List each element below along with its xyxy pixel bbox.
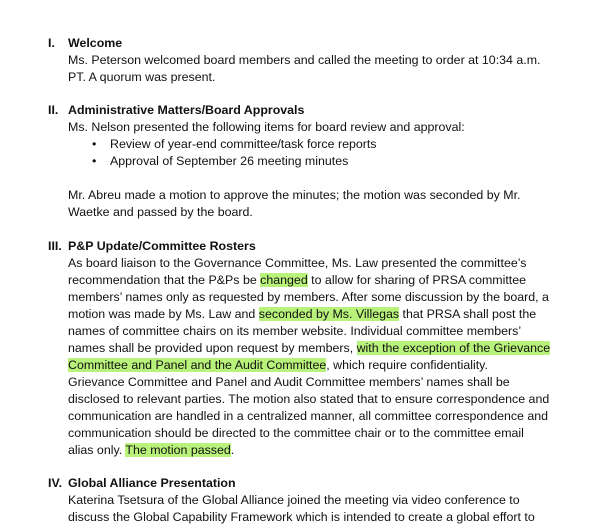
section-numeral: III.	[48, 239, 62, 253]
text-run: names of committee chairs on its member website. Individual committee members’	[68, 324, 522, 338]
text-run: motion was made by Ms. Law and	[68, 307, 259, 321]
paragraph-line	[68, 307, 536, 321]
paragraph-line: PT. A quorum was present.	[68, 70, 216, 84]
text-run: names shall be provided upon request by members,	[68, 341, 357, 355]
paragraph-line: Ms. Peterson welcomed board members and called the meeting to order at 10:34 a.m.	[68, 53, 541, 67]
section-heading: Welcome	[68, 36, 123, 50]
paragraph-line	[68, 375, 510, 389]
text-run: , which require confidentiality.	[326, 358, 488, 372]
text-run: As board liaison to the Governance Committee, Ms. Law presented the committee’s	[68, 256, 527, 270]
text-run: communication should be directed to the committee chair or to the committee email	[68, 426, 524, 440]
paragraph-line	[68, 443, 234, 457]
paragraph-line: Waetke and passed by the board.	[68, 205, 253, 219]
paragraph-line	[68, 273, 526, 287]
paragraph-line: Mr. Abreu made a motion to approve the minutes; the motion was seconded by Mr.	[68, 188, 521, 202]
text-run: recommendation that the P&Ps be	[68, 273, 261, 287]
text-run: alias only.	[68, 443, 126, 457]
text-run: to allow for sharing of PRSA committee	[307, 273, 527, 287]
list-item: Review of year-end committee/task force reports	[110, 137, 377, 151]
paragraph-line	[68, 256, 526, 270]
paragraph-line	[68, 409, 548, 423]
paragraph-line: Katerina Tsetsura of the Global Alliance joined the meeting via video conference to	[68, 493, 520, 507]
paragraph-line	[68, 324, 521, 338]
text-run: that PRSA shall post the	[399, 307, 537, 321]
section-heading: P&P Update/Committee Rosters	[68, 239, 256, 253]
highlighted-text: The motion passed	[125, 443, 231, 457]
bullet-glyph: •	[92, 137, 97, 151]
paragraph-line	[68, 358, 488, 372]
paragraph-line: discuss the Global Capability Framework which is intended to create a global effort to	[68, 510, 535, 524]
section-heading: Administrative Matters/Board Approvals	[68, 103, 305, 117]
highlighted-text: changed	[260, 273, 308, 287]
text-run: communication are handled in a centralized manner, all committee correspondence and	[68, 409, 549, 423]
highlighted-text: seconded by Ms. Villegas	[258, 307, 400, 321]
highlighted-text: Committee and Panel and the Audit Committee	[68, 358, 327, 372]
text-run: Grievance Committee and Panel and Audit Committee members’ names shall be	[68, 375, 510, 389]
section-numeral: IV.	[48, 476, 63, 490]
text-run: .	[230, 443, 235, 457]
paragraph-line	[68, 290, 549, 304]
text-run: members’ names only as requested by members. After some discussion by the board, a	[68, 290, 549, 304]
highlighted-text: with the exception of the Grievance	[356, 341, 551, 355]
text-run: disclosed to relevant parties. The motion also stated that to ensure correspondence and	[68, 392, 550, 406]
paragraph-line	[68, 426, 524, 440]
section-numeral: II.	[48, 103, 59, 117]
section-numeral: I.	[48, 36, 55, 50]
section-heading: Global Alliance Presentation	[68, 476, 236, 490]
paragraph-line	[68, 341, 550, 355]
paragraph-line: Ms. Nelson presented the following items for board review and approval:	[68, 120, 465, 134]
bullet-glyph: •	[92, 154, 97, 168]
paragraph-line	[68, 392, 549, 406]
list-item: Approval of September 26 meeting minutes	[110, 154, 349, 168]
